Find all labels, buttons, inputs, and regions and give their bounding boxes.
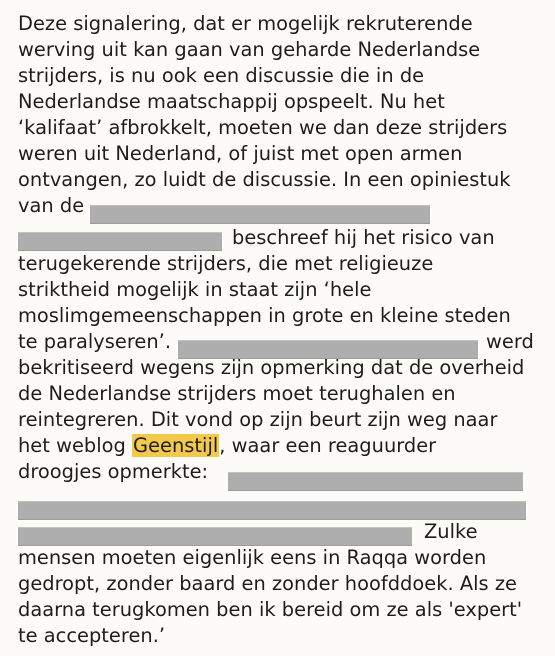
text-line: te paralyseren’. (18, 330, 172, 353)
redaction-bar (18, 501, 526, 520)
text-line: van de (18, 194, 85, 217)
redaction-bar (18, 527, 412, 546)
text-line: ‘kalifaat’ afbrokkelt, moeten we dan deze strijders (18, 116, 508, 139)
text-line: strijders, is nu ook een discussie die in de (18, 64, 425, 87)
redaction-bar (18, 232, 222, 251)
text-line: werving uit kan gaan van geharde Nederlandse (18, 38, 481, 61)
text-segment: het weblog (18, 434, 126, 457)
text-line: droogjes opmerkte: (18, 460, 209, 483)
text-line: Deze signalering, dat er mogelijk rekruterende (18, 12, 473, 35)
highlighted-link[interactable]: Geenstijl (133, 434, 219, 457)
text-line: weren uit Nederland, of juist met open armen (18, 142, 463, 165)
text-line: striktheid mogelijk in staat zijn ‘hele (18, 278, 372, 301)
text-line: terugekerende strijders, die met religieuze (18, 252, 434, 275)
text-line: de Nederlandse strijders moet terughalen en (18, 382, 456, 405)
text-line: te accepteren.’ (18, 624, 166, 647)
text-line: bekritiseerd wegens zijn opmerking dat de overheid (18, 356, 525, 379)
text-line: Nederlandse maatschappij opspeelt. Nu het (18, 90, 445, 113)
text-line: beschreef hij het risico van (232, 226, 495, 249)
text-line: reintegreren. Dit vond op zijn beurt zijn weg naar (18, 408, 498, 431)
text-line: Zulke (424, 520, 478, 543)
text-line: gedropt, zonder baard en zonder hoofddoek. Als ze (18, 572, 517, 595)
redaction-bar (90, 205, 430, 224)
text-line: daarna terugkomen ben ik bereid om ze als 'expert' (18, 598, 523, 621)
text-segment: , waar een reaguurder (219, 434, 437, 457)
text-line: moslimgemeenschappen in grote en kleine steden (18, 304, 511, 327)
redaction-bar (228, 472, 523, 491)
text-line: mensen moeten eigenlijk eens in Raqqa worden (18, 546, 487, 569)
text-line: werd (486, 330, 534, 353)
text-line (18, 433, 436, 459)
text-line: ontvangen, zo luidt de discussie. In een opiniestuk (18, 168, 511, 191)
